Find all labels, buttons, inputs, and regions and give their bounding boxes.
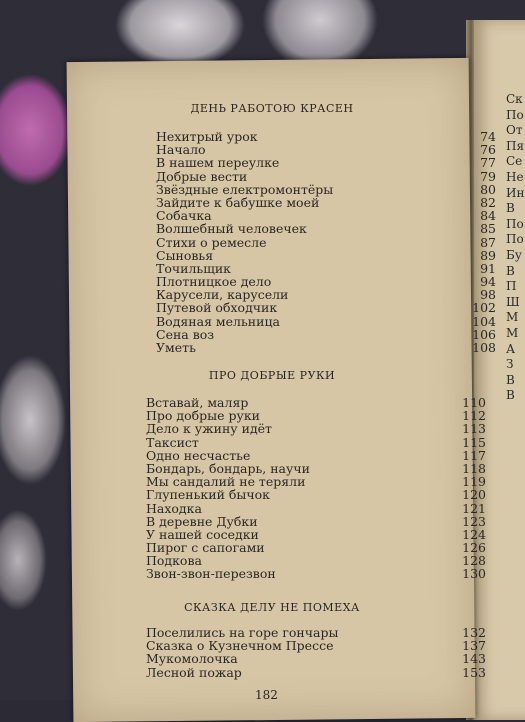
- entry-page-number: 76: [480, 142, 496, 158]
- entry-title: Поселились на горе гончары: [146, 625, 339, 640]
- entry-title: Точильщик: [156, 260, 231, 276]
- right-page-line: В: [506, 372, 515, 387]
- entry-page-number: 80: [480, 181, 496, 197]
- right-page-line: П: [506, 279, 517, 294]
- entry-page-number: 123: [462, 513, 486, 529]
- right-page-line: Бу: [506, 247, 522, 262]
- right-page-line: Ш: [506, 294, 520, 309]
- entry-title: Волшебный человечек: [156, 221, 307, 237]
- list-item: [156, 249, 496, 262]
- right-page-line: По: [506, 107, 524, 122]
- list-item: [156, 328, 496, 341]
- entry-title: Звёздные електромонтёры: [156, 181, 334, 197]
- section-title: ПРО ДОБРЫЕ РУКИ: [208, 369, 336, 382]
- entry-page-number: 128: [462, 553, 486, 569]
- entry-title: Дело к ужину идёт: [146, 421, 272, 437]
- entry-page-number: 108: [472, 340, 496, 355]
- list-item: [156, 130, 496, 143]
- list-item: [146, 567, 486, 580]
- right-page-line: В: [506, 201, 515, 216]
- list-item: [156, 236, 496, 249]
- list-item: [156, 170, 496, 183]
- list-item: [146, 422, 486, 435]
- entry-page-number: 85: [480, 221, 496, 237]
- entry-page-number: 84: [480, 208, 496, 224]
- entry-title: Лесной пожар: [146, 664, 242, 680]
- list-item: [146, 502, 486, 515]
- entry-title: Начало: [156, 142, 206, 158]
- right-page-line: А: [506, 341, 516, 356]
- entry-title: Звон-звон-перезвон: [146, 566, 276, 582]
- section-list: [156, 130, 496, 354]
- entry-title: Сыновья: [156, 247, 214, 263]
- entry-title: Подкова: [146, 553, 202, 569]
- entry-page-number: 137: [462, 638, 486, 654]
- list-item: [146, 449, 486, 462]
- entry-page-number: 74: [480, 129, 496, 144]
- entry-title: Про добрые руки: [146, 408, 260, 424]
- entry-title: Вставай, маляр: [146, 395, 249, 410]
- entry-page-number: 94: [480, 274, 496, 290]
- entry-page-number: 124: [462, 526, 486, 542]
- entry-title: Одно несчастье: [146, 447, 251, 463]
- list-item: [146, 515, 486, 528]
- page-number: 182: [255, 688, 278, 702]
- right-page-line: Не: [506, 169, 524, 184]
- entry-title: Сказка о Кузнечном Прессе: [146, 638, 334, 654]
- right-page-line: М: [506, 310, 519, 325]
- right-page-line: Ск: [506, 92, 523, 106]
- list-item: [146, 666, 486, 679]
- list-item: [156, 156, 496, 169]
- list-item: [156, 315, 496, 328]
- entry-page-number: 153: [462, 664, 486, 680]
- entry-title: Таксист: [146, 434, 199, 450]
- entry-page-number: 110: [462, 395, 486, 410]
- right-page-line: Ин: [506, 185, 525, 200]
- section-list: [146, 396, 486, 581]
- entry-page-number: 87: [480, 234, 496, 250]
- list-item: [146, 652, 486, 665]
- entry-page-number: 143: [462, 651, 486, 667]
- entry-page-number: 112: [462, 408, 486, 424]
- entry-title: Находка: [146, 500, 202, 516]
- entry-page-number: 130: [462, 566, 486, 582]
- entry-page-number: 77: [480, 155, 496, 171]
- entry-title: Нехитрый урок: [156, 129, 258, 144]
- list-item: [156, 341, 496, 354]
- entry-title: Добрые вести: [156, 168, 248, 184]
- list-item: [146, 436, 486, 449]
- entry-page-number: 126: [462, 540, 486, 556]
- entry-title: Плотницкое дело: [156, 274, 272, 290]
- list-item: [156, 222, 496, 235]
- entry-title: Сена воз: [156, 326, 215, 342]
- right-page-line: По: [506, 216, 524, 231]
- right-page-line: В: [506, 388, 515, 403]
- entry-page-number: 119: [462, 474, 486, 490]
- entry-title: Карусели, карусели: [156, 287, 289, 303]
- right-page-line: По: [506, 232, 524, 247]
- entry-title: Водяная мельница: [156, 313, 280, 329]
- entry-page-number: 91: [480, 260, 496, 276]
- entry-page-number: 79: [480, 168, 496, 184]
- right-page-line: В: [506, 263, 515, 278]
- entry-page-number: 106: [472, 326, 496, 342]
- entry-page-number: 132: [462, 625, 486, 640]
- section-list: [146, 626, 486, 679]
- entry-page-number: 120: [462, 487, 486, 503]
- entry-title: Мукомолочка: [146, 651, 238, 667]
- right-page-line: З: [506, 357, 514, 372]
- entry-title: Мы сандалий не теряли: [146, 474, 306, 490]
- entry-title: Путевой обходчик: [156, 300, 278, 316]
- entry-title: Бондарь, бондарь, научи: [146, 460, 310, 476]
- right-page-text: [506, 92, 524, 404]
- entry-title: Зайдите к бабушке моей: [156, 194, 320, 210]
- list-item: [146, 488, 486, 501]
- right-page-line: М: [506, 325, 519, 340]
- entry-page-number: 89: [480, 247, 496, 263]
- entry-page-number: 98: [480, 287, 496, 303]
- entry-page-number: 82: [480, 194, 496, 210]
- entry-title: У нашей соседки: [146, 526, 259, 542]
- list-item: [156, 301, 496, 314]
- entry-title: В нашем переулке: [156, 155, 280, 171]
- section-title: ДЕНЬ РАБОТОЮ КРАСЕН: [190, 102, 354, 115]
- entry-page-number: 118: [462, 460, 486, 476]
- entry-page-number: 117: [462, 447, 486, 463]
- entry-title: Пирог с сапогами: [146, 540, 265, 556]
- entry-title: Уметь: [156, 340, 196, 355]
- right-page-line: Пя: [506, 138, 525, 153]
- section-title: СКАЗКА ДЕЛУ НЕ ПОМЕХА: [184, 601, 360, 614]
- right-page-line: Се: [506, 154, 523, 169]
- entry-page-number: 115: [462, 434, 486, 450]
- list-item: [156, 183, 496, 196]
- entry-title: Глупенький бычок: [146, 487, 270, 503]
- entry-page-number: 104: [472, 313, 496, 329]
- entry-title: Собачка: [156, 208, 212, 224]
- entry-title: В деревне Дубки: [146, 513, 258, 529]
- entry-title: Стихи о ремесле: [156, 234, 267, 250]
- right-page-line: От: [506, 123, 523, 138]
- entry-page-number: 121: [462, 500, 486, 516]
- entry-page-number: 113: [462, 421, 486, 437]
- entry-page-number: 102: [472, 300, 496, 316]
